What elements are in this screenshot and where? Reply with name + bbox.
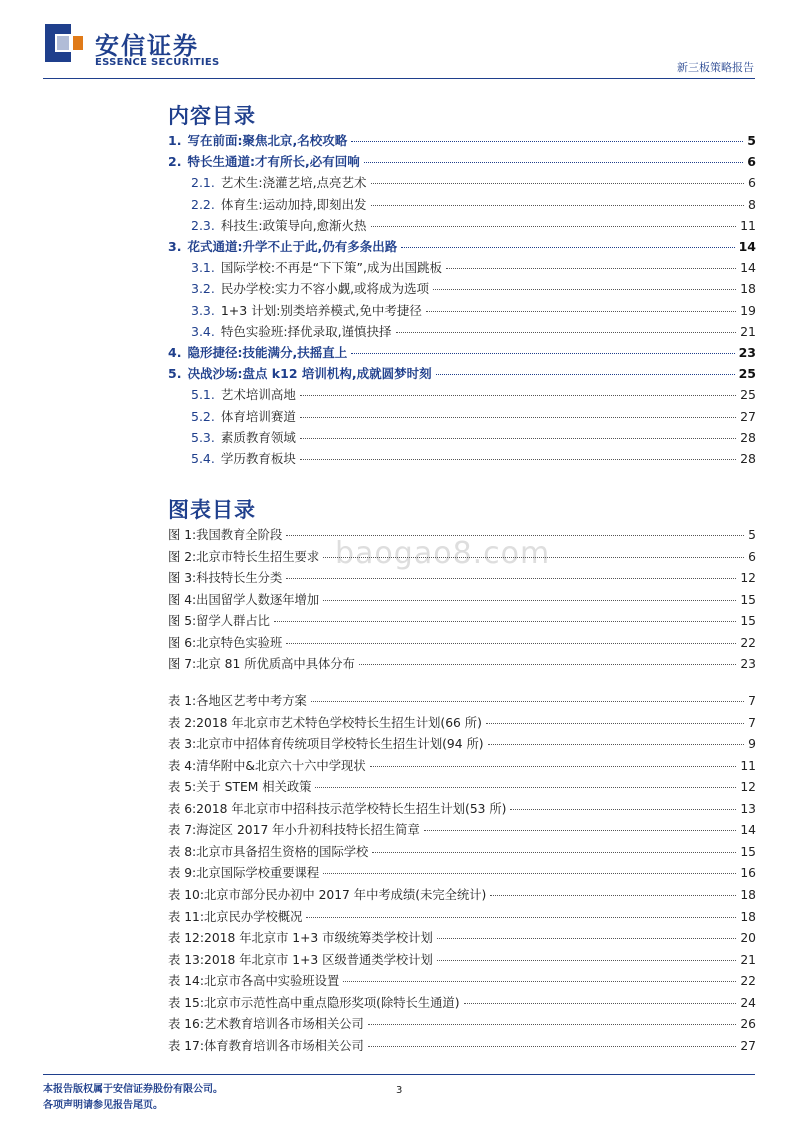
brand-name-en: ESSENCE SECURITIES: [95, 57, 220, 68]
figure-list-entry[interactable]: [168, 907, 756, 928]
dot-leader: [315, 787, 736, 788]
dot-leader: [300, 395, 736, 396]
figure-list-entry[interactable]: [168, 547, 756, 568]
dot-leader: [286, 578, 736, 579]
figure-entry-page: 6: [748, 549, 756, 564]
footer-divider: [43, 1074, 755, 1075]
dot-leader: [300, 438, 736, 439]
figure-list-entry[interactable]: [168, 525, 756, 546]
figure-list-entry[interactable]: [168, 568, 756, 589]
toc-entry-page: 14: [738, 239, 756, 254]
toc-entry-page: 11: [740, 217, 756, 233]
dot-leader: [401, 247, 734, 248]
figure-list-entry[interactable]: [168, 928, 756, 949]
toc-entry[interactable]: [168, 152, 756, 173]
toc-entry[interactable]: [168, 258, 756, 279]
figure-entry-title: 表 12:2018 年北京市 1+3 市级统筹类学校计划: [168, 931, 433, 946]
toc-entry-title: 写在前面:聚焦北京,名校攻略: [187, 133, 348, 148]
figure-entry-page: 15: [740, 614, 756, 628]
figure-entry-title: 表 5:关于 STEM 相关政策: [168, 780, 312, 795]
figure-entry-page: 20: [740, 931, 756, 946]
dot-leader: [436, 374, 735, 375]
figure-entry-page: 5: [748, 528, 756, 542]
figure-list-entry[interactable]: [168, 885, 756, 906]
dot-leader: [437, 938, 737, 939]
dot-leader: [343, 981, 736, 982]
dot-leader: [351, 141, 743, 142]
figure-list-entry[interactable]: [168, 863, 756, 884]
toc-entry-title: 民办学校:实力不容小觑,或将成为选项: [220, 281, 430, 297]
figure-entry-page: 12: [740, 780, 756, 795]
figure-entry-title: 图 4:出国留学人数逐年增加: [168, 592, 320, 607]
dot-leader: [286, 535, 744, 536]
dot-leader: [368, 1024, 736, 1025]
toc-entry-title: 花式通道:升学不止于此,仍有多条出路: [187, 239, 398, 254]
dot-leader: [351, 353, 734, 354]
toc-entry-title: 国际学校:不再是“下下策”,成为出国跳板: [220, 260, 442, 276]
dot-leader: [306, 917, 736, 918]
figure-entry-title: 表 10:北京市部分民办初中 2017 年中考成绩(未完全统计): [168, 887, 487, 902]
figure-entry-title: 表 13:2018 年北京市 1+3 区级普通类学校计划: [168, 952, 433, 967]
figure-entry-page: 18: [740, 887, 756, 902]
figure-entry-title: 表 9:北京国际学校重要课程: [168, 866, 320, 881]
figure-entry-page: 15: [740, 844, 756, 859]
figure-entry-page: 22: [740, 974, 756, 989]
toc-entry-number: 3.: [168, 239, 182, 254]
toc-entry[interactable]: [168, 216, 756, 237]
toc-entry-number: 5.4.: [191, 451, 215, 466]
figure-entry-page: 24: [740, 995, 756, 1010]
figure-entry-title: 表 3:北京市中招体育传统项目学校特长生招生计划(94 所): [168, 737, 484, 752]
dot-leader: [370, 766, 737, 767]
figure-list-entry[interactable]: [168, 842, 756, 863]
figure-entry-title: 表 2:2018 年北京市艺术特色学校特长生招生计划(66 所): [168, 715, 482, 730]
dot-leader: [371, 205, 745, 206]
figure-entry-title: 表 6:2018 年北京市中招科技示范学校特长生招生计划(53 所): [168, 801, 507, 816]
dot-leader: [490, 895, 736, 896]
page-header: [0, 0, 800, 80]
toc-entry-title: 隐形捷径:技能满分,扶摇直上: [187, 345, 348, 360]
toc-entry-title: 艺术生:浇灌艺培,点亮艺术: [220, 175, 367, 191]
figure-list-entry[interactable]: [168, 777, 756, 798]
dot-leader: [311, 701, 744, 702]
toc-entry-page: 23: [738, 345, 756, 360]
toc-entry-page: 21: [740, 323, 756, 339]
dot-leader: [486, 723, 744, 724]
toc-entry-page: 5: [747, 133, 756, 148]
toc-entry[interactable]: [168, 449, 756, 470]
toc-entry-title: 1+3 计划:别类培养模式,免中考捷径: [220, 302, 422, 318]
dot-leader: [300, 459, 736, 460]
toc-entry-title: 学历教育板块: [220, 451, 296, 466]
figure-entry-page: 15: [740, 592, 756, 607]
brand-name-cn: 安信证券: [95, 32, 199, 60]
dot-leader: [300, 417, 736, 418]
dot-leader: [464, 1003, 737, 1004]
dot-leader: [286, 643, 736, 644]
toc-entry[interactable]: [168, 131, 756, 152]
toc-entry[interactable]: [168, 407, 756, 428]
figure-entry-page: 23: [740, 657, 756, 671]
toc-entry-page: 18: [740, 281, 756, 297]
toc-entry-number: 3.3.: [191, 302, 215, 318]
watermark: baogao8.com: [335, 536, 551, 571]
toc-entry-page: 25: [738, 366, 756, 382]
figure-list-entry[interactable]: [168, 611, 756, 632]
toc-entry-number: 5.2.: [191, 408, 215, 424]
figure-entry-title: 图 7:北京 81 所优质高中具体分布: [168, 657, 355, 671]
figure-entry-page: 9: [748, 737, 756, 752]
toc-entry[interactable]: [168, 237, 756, 258]
figure-entry-page: 11: [740, 758, 756, 773]
dot-leader: [368, 1046, 736, 1047]
toc-entry-number: 2.1.: [191, 175, 215, 191]
toc-entry-page: 6: [748, 175, 756, 191]
figure-entry-title: 图 3:科技特长生分类: [168, 571, 283, 585]
toc-entry-number: 2.2.: [191, 196, 215, 212]
figures-title: 图表目录: [168, 498, 256, 522]
toc-entry[interactable]: [168, 322, 756, 343]
toc-entry-title: 科技生:政策导向,愈渐火热: [220, 217, 367, 233]
report-type: 新三板策略报告: [677, 61, 754, 74]
figure-list-entry[interactable]: [168, 691, 756, 712]
toc-entry[interactable]: [168, 364, 756, 385]
dot-leader: [510, 809, 736, 810]
figure-entry-page: 22: [740, 635, 756, 650]
figure-list-entry[interactable]: [168, 799, 756, 820]
figure-entry-page: 7: [748, 694, 756, 708]
toc-entry-title: 艺术培训高地: [220, 387, 296, 403]
figure-entry-page: 12: [740, 571, 756, 585]
figure-list-entry[interactable]: [168, 713, 756, 734]
figure-entry-title: 表 17:体育教育培训各市场相关公司: [168, 1038, 364, 1053]
disclaimer-notice: 各项声明请参见报告尾页。: [43, 1100, 163, 1111]
toc-entry-page: 14: [740, 260, 756, 276]
toc-entry-page: 27: [740, 408, 756, 424]
figure-entry-title: 表 7:海淀区 2017 年小升初科技特长招生简章: [168, 823, 420, 838]
toc-entry-number: 3.4.: [191, 323, 215, 339]
figure-entry-title: 图 1:我国教育全阶段: [168, 528, 283, 542]
toc-entry-title: 特色实验班:择优录取,谨慎抉择: [220, 323, 392, 339]
toc-entry[interactable]: [168, 428, 756, 449]
dot-leader: [426, 311, 736, 312]
figure-entry-page: 13: [740, 801, 756, 816]
dot-leader: [323, 873, 736, 874]
toc-entry-page: 28: [740, 429, 756, 445]
toc-entry-number: 2.3.: [191, 217, 215, 233]
figure-entry-title: 表 1:各地区艺考中考方案: [168, 694, 307, 708]
toc-entry-number: 5.1.: [191, 387, 215, 403]
figure-entry-page: 7: [748, 715, 756, 730]
figure-list-entry[interactable]: [168, 590, 756, 611]
figure-list-entry[interactable]: [168, 1036, 756, 1057]
toc-entry-page: 28: [740, 451, 756, 466]
dot-leader: [371, 226, 737, 227]
figure-list-entry[interactable]: [168, 950, 756, 971]
toc-entry-number: 5.3.: [191, 429, 215, 445]
dot-leader: [364, 162, 744, 163]
dot-leader: [372, 852, 736, 853]
figure-list-entry[interactable]: [168, 734, 756, 755]
toc-entry[interactable]: [168, 301, 756, 322]
figure-entry-page: 18: [740, 909, 756, 924]
toc-entry-title: 素质教育领域: [220, 429, 296, 445]
figure-list-entry[interactable]: [168, 1014, 756, 1035]
figure-entry-title: 图 2:北京市特长生招生要求: [168, 549, 320, 564]
toc-entry-number: 3.2.: [191, 281, 215, 297]
toc-title: 内容目录: [168, 104, 256, 128]
copyright-notice: 本报告版权属于安信证券股份有限公司。: [43, 1084, 223, 1095]
figure-list-entry[interactable]: [168, 820, 756, 841]
header-divider: [43, 78, 755, 79]
figure-list-entry[interactable]: [168, 971, 756, 992]
toc-entry-number: 2.: [168, 154, 182, 170]
dot-leader: [433, 289, 736, 290]
toc-entry-title: 特长生通道:才有所长,必有回响: [187, 154, 360, 170]
figure-list-entry[interactable]: [168, 654, 756, 675]
dot-leader: [371, 183, 745, 184]
figure-entry-page: 26: [740, 1017, 756, 1032]
figure-entry-title: 表 14:北京市各高中实验班设置: [168, 974, 340, 989]
figure-entry-title: 图 5:留学人群占比: [168, 614, 270, 628]
toc-entry-title: 体育培训赛道: [220, 408, 296, 424]
dot-leader: [323, 600, 736, 601]
figure-entry-page: 14: [740, 823, 756, 838]
toc-entry-page: 6: [747, 154, 756, 170]
toc-entry[interactable]: [168, 385, 756, 406]
figure-entry-title: 表 4:清华附中&北京六十六中学现状: [168, 758, 366, 773]
toc-entry-title: 决战沙场:盘点 k12 培训机构,成就圆梦时刻: [187, 366, 432, 382]
dot-leader: [446, 268, 736, 269]
dot-leader: [424, 830, 737, 831]
figure-entry-title: 表 11:北京民办学校概况: [168, 909, 303, 924]
toc-entry-number: 4.: [168, 345, 182, 360]
toc-entry-page: 25: [740, 387, 756, 403]
figure-entry-title: 表 8:北京市具备招生资格的国际学校: [168, 844, 369, 859]
toc-entry-page: 19: [740, 302, 756, 318]
figure-list-entry[interactable]: [168, 633, 756, 654]
figure-entry-page: 27: [740, 1038, 756, 1053]
toc-entry-page: 8: [748, 196, 756, 212]
toc-entry[interactable]: [168, 173, 756, 194]
toc-entry-number: 3.1.: [191, 260, 215, 276]
dot-leader: [437, 960, 737, 961]
toc-entry[interactable]: [168, 195, 756, 216]
toc-entry[interactable]: [168, 279, 756, 300]
essence-logo-icon: [43, 22, 85, 64]
figure-entry-page: 16: [740, 866, 756, 881]
dot-leader: [359, 664, 736, 665]
figure-entry-title: 表 16:艺术教育培训各市场相关公司: [168, 1017, 364, 1032]
dot-leader: [323, 557, 744, 558]
toc-entry[interactable]: [168, 343, 756, 364]
dot-leader: [396, 332, 737, 333]
figure-entry-title: 图 6:北京特色实验班: [168, 635, 283, 650]
toc-entry-title: 体育生:运动加持,即刻出发: [220, 196, 367, 212]
figure-entry-page: 21: [740, 952, 756, 967]
figure-list-entry[interactable]: [168, 993, 756, 1014]
figure-entry-title: 表 15:北京市示范性高中重点隐形奖项(除特长生通道): [168, 995, 460, 1010]
toc-entry-number: 1.: [168, 133, 182, 148]
toc-entry-number: 5.: [168, 366, 182, 382]
dot-leader: [488, 744, 745, 745]
dot-leader: [274, 621, 736, 622]
page-number: 3: [396, 1085, 403, 1096]
figure-list-entry[interactable]: [168, 756, 756, 777]
